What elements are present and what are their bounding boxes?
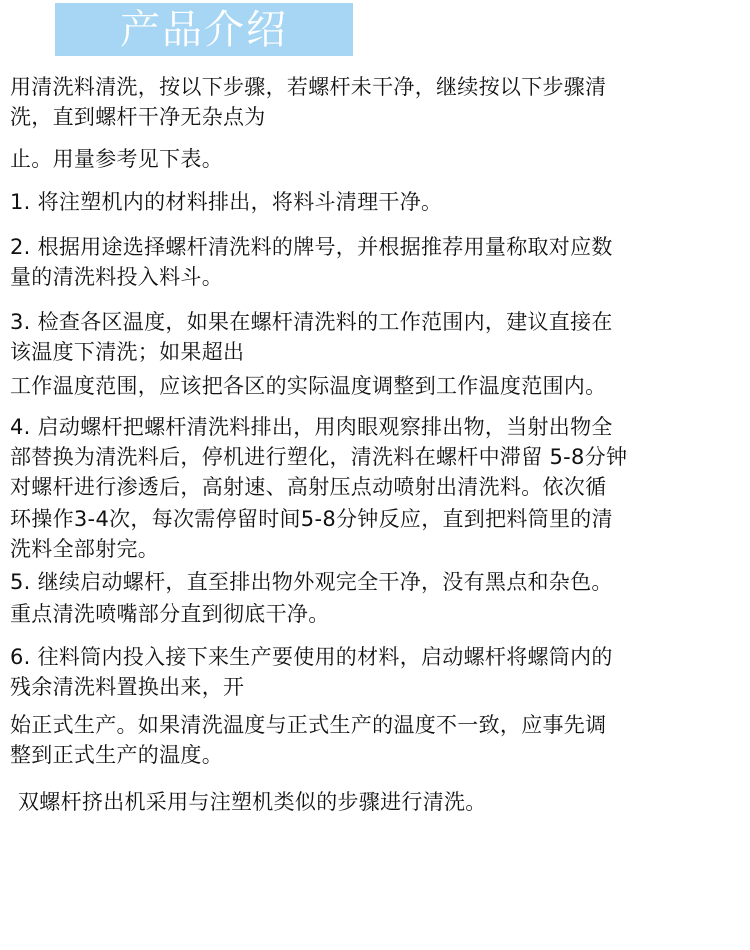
step-4-line-5: 洗料全部射完。 [10,537,160,561]
step-4-line-1: 4. 启动螺杆把螺杆清洗料排出，用肉眼观察排出物，当射出物全 [10,415,613,439]
step-6-line-4: 整到正式生产的温度。 [10,743,223,767]
step-4-line-2: 部替换为清洗料后，停机进行塑化，清洗料在螺杆中滞留 5-8分钟 [10,445,628,469]
step-6-line-1: 6. 往料筒内投入接下来生产要使用的材料，启动螺杆将螺筒内的 [10,645,613,669]
step-4-line-3: 对螺杆进行渗透后，高射速、高射压点动喷射出清洗料。依次循 [10,475,607,499]
step-5-line-2: 重点清洗喷嘴部分直到彻底干净。 [10,602,330,626]
step-6-line-3: 始正式生产。如果清洗温度与正式生产的温度不一致，应事先调 [10,713,607,737]
page-title: 产品介绍 [120,6,288,53]
step-5-line-1: 5. 继续启动螺杆，直至排出物外观完全干净，没有黑点和杂色。 [10,570,613,594]
step-3-line-2: 该温度下清洗；如果超出 [10,340,245,364]
intro-line-1: 用清洗料清洗，按以下步骤，若螺杆未干净，继续按以下步骤清 [10,75,607,99]
title-banner [55,3,353,56]
step-2-line-1: 2. 根据用途选择螺杆清洗料的牌号，并根据推荐用量称取对应数 [10,235,613,259]
step-2-line-2: 量的清洗料投入料斗。 [10,265,223,289]
step-3-line-3: 工作温度范围，应该把各区的实际温度调整到工作温度范围内。 [10,374,607,398]
step-6-line-2: 残余清洗料置换出来，开 [10,675,245,699]
step-4-line-4: 环操作3-4次，每次需停留时间5-8分钟反应，直到把料筒里的清 [10,507,613,531]
step-3-line-1: 3. 检查各区温度，如果在螺杆清洗料的工作范围内，建议直接在 [10,310,613,334]
closing-note: 双螺杆挤出机采用与注塑机类似的步骤进行清洗。 [18,790,487,814]
intro-line-3: 止。用量参考见下表。 [10,147,223,171]
step-1-line-1: 1. 将注塑机内的材料排出，将料斗清理干净。 [10,190,443,214]
intro-line-2: 洗，直到螺杆干净无杂点为 [10,105,266,129]
